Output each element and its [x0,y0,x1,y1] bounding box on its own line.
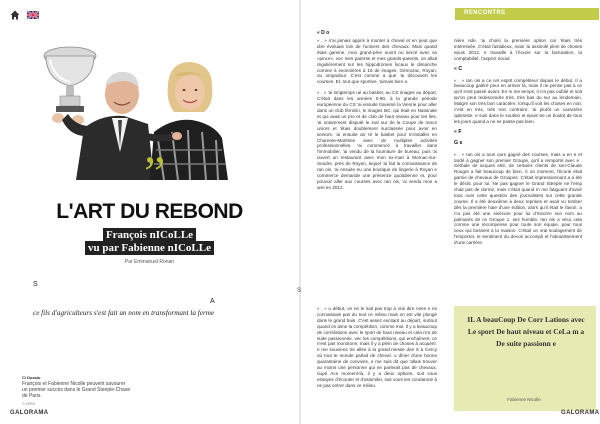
column-1-heading: « D o [317,30,330,36]
caption-head: C/ Dossio [22,375,41,380]
col1-paragraph-3: « . » u début, on ne le sait pas trop à vrai dire nires e ne connaissais pas du tout ce milieu mais on est vite plongé dans le grand bain. C'est assez excitant au départ, surtout quand on aime la compétition, comme moi. Il y a beaucoup de corrélations avec le sport de haut niveau et cela m'a de suite passionnée. vec les compétitions, qui enchaînent, ce n'est pas monotone, mais il y a plein de choses à acquérir. e me souviens tre allée à la grand-messe des S à Cercy où tout le monde parlait de cheval. u dîner d'une bonne quarantaine de convives, e me suis dit que 'allais trouver au moins une personne qui ne parlerait pas de chevaux. oupé Ace moment-là, il y a deux options, soit vous essayez d'écouter et d'assimiler, soit vous tes condamné à ne pas entrer dans ce milieu. [317,306,438,388]
col2-paragraph-1: nière nde. 'ai choisi la première option car 'étais très intéressée. C'était fastidieux, mais 'ai assimilé plein de choses epuis 2012, e travaille à l'écurie sur la facturation, la comptabilité, l'aspect social [454,38,582,61]
pull-quote-text: IL A beauCoup De Corr Lations avec Le sport De haut niveau et CeLa m a De suite passionn e [467,315,585,348]
caption-credit: © APRH [22,402,36,406]
col1-paragraph-2: « . » 'ai longtemps ué au basket, au CS images au départ. C'était dans les années 0-90, à la grande période européenne du CS 'ai ensuite traversé la Vienne pour aller dans un club féminin, le images BC, qui était en Nationale et qui avait un pro et de club de haut niveau pour les lles. 'ai notamment disputé le inal our de la Coupe de rance uniors et 'étais doublement surclassée pour avoir en seniors. 'ai ensuite arr té le basket pour m'installer en Charente-Maritime avec de multiples activités professionnelles. 'ai commencé à travailler dans l'immobilier, 'ai vendu de la fourniture de bureau, puis 'ai ouvert un restaurant avec mon ex-mari à Mornac-sur-Seudre, près de Royan, lequel 'ai fait la connaissance de ran ois. 'ai ensuite eu une boutique de lingerie à Royan e commerce demande une présence quotidienne et, pour pouvoir aller aux courses avec ran ois, 'ai vendu mon a aire en 2012. [317,90,437,190]
article-column-1-lower [317,306,437,394]
article-column-1 [317,38,437,196]
intro-fragment-a: A [210,298,215,305]
article-column-2 [454,38,582,251]
lede-text: ce fils d'agriculteurs s'est fait un nom en transformant la ferme [33,309,215,317]
quote-mark: ” [144,147,166,200]
magazine-brand-right: GALORAMA [561,410,600,416]
home-icon[interactable] [10,10,20,20]
magazine-brand-left: GALORAMA [10,410,49,416]
caption-text: François et Fabienne Nicolle peuvent savourer un premier succès dans le Grand Steeple-Chase de Paris. [22,381,131,399]
mid-fragment: S [297,288,302,294]
col2-paragraph-3: « . » ran ois a tous ours gagné des courses, mais a en e et tardé à gagner son premier Groupe, qu'il a remporté avec e . Sérbale de acques etté, de certains clients de son-Claude Rouget a fait beaucoup de bien. À un moment, l'écurie était garnie de chevaux de Groupes. C'était impressionnant a a été le déclic pour lui. Ne pas gagner le Grand Steeple ne l'emp chait pas de dormir, mais c'était quand m me fatiguant d'avoir tous ours cette question des journalistes sur cette grande course. Il a été deuxième à deux reprises et avait vu tomber dès la première haie d'une édition, alors qu'il était le favori. a n'a pas été une sinécure pour lui d'inscrire son nom au palmarès de ce Groupe 1. sez humble, ran ois a vécu cela comme une récompense pour toute son équipe, pour tous ceux qui bossent à la maison. C'était un vrai soulagement de l'emporter, le sentiment du devoir accompli et l'aboutissement d'une carrière. [454,151,582,246]
intro-fragment-s: S [33,281,38,288]
pull-quote-source: Fabienne Nicolle [507,397,541,402]
byline: Par Emmanuel Ronan [124,259,175,265]
section-rubric-label: RENCONTRE [464,10,506,16]
subtitle-line-2: vu par Fabienne nICoLLe [0,242,299,254]
photo-caption [22,375,132,399]
col1-paragraph-1: « . » n'ai jamais appris à monter à cheval et en peut que dire évoluais loin de l'univers des chevaux. Mais quand étais gamine, mon grand-père ouvrit ou tiercé avec sa «pince». vec mes parents et mes grands-parents, on allait régulièrement sur les hippodromes locaux le dimanche comme à exonnières à 16 de images, Gémozac, Royan, ou ompadour. C'est comme a que 'ai découvert les courses. Et, tout que sportive, 'aimais bien a. [317,38,437,85]
col2-paragraph-2: « . » ran ois a ce cet esprit compétiteur depuis le début. Il a beaucoup galéré pour en arriver là, mais il ne pense pas à ce qu'il s'est passé avant. En m me temps, il n'a pas oublié et soit qu'on peut redescendre très, très bas du sur au lendemain. Malgré son très bon caractère, lorsqu'il voit les choses en noir, c'est en très, très noir contraire, 'ai plutôt un caractère optimiste. e suis dans le soutien et epuis tre un boulot de tous les jours quand a ne se passe pas bien. [454,77,582,124]
uk-flag-icon[interactable] [27,11,39,19]
page-title: L'ART DU REBOND [56,200,243,223]
col2-heading-1: « C [454,65,463,72]
col2-heading-3: G s [454,139,463,146]
subtitle-line-1: François nICoLLe [0,229,299,241]
col2-heading-2: « F [454,128,462,135]
